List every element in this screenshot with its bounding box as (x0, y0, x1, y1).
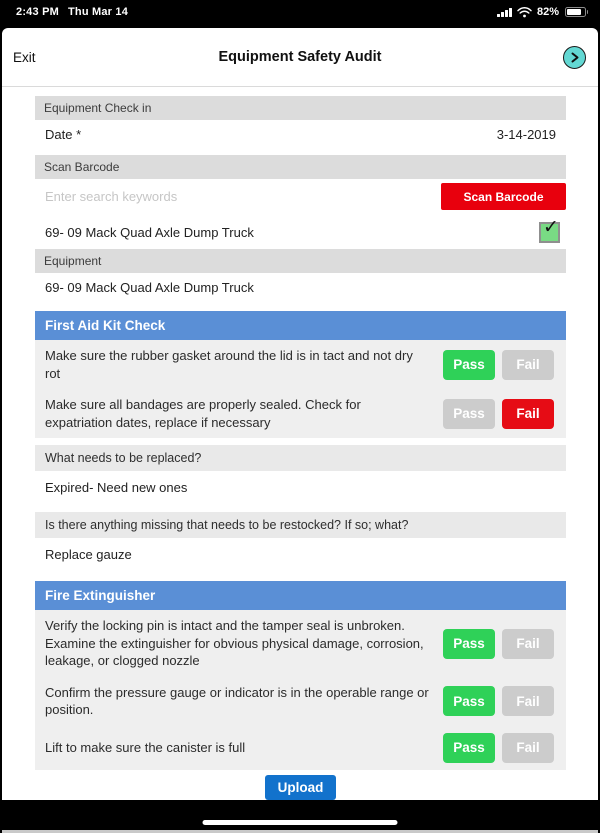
equipment-value-row (35, 273, 566, 302)
search-input[interactable] (45, 189, 441, 204)
checklist-item-text: Confirm the pressure gauge or indicator is in the operable range or position. (45, 684, 429, 718)
checklist-items (35, 340, 566, 438)
checklist-item-text: Make sure all bandages are properly sealed. Check for expatriation dates, replace if necessary (45, 397, 361, 430)
checklist-item-text: Lift to make sure the canister is full (45, 740, 246, 756)
fail-button[interactable]: Fail (502, 399, 554, 429)
form-content[interactable] (2, 87, 598, 800)
checklist-item-text: Verify the locking pin is intact and the tamper seal is unbroken. Examine the extinguisher for obvious physical damage, corrosion, leakage, or clogged nozzle (45, 618, 424, 669)
date-value[interactable]: 3-14-2019 (496, 127, 556, 142)
question-label: What needs to be replaced? (35, 445, 566, 471)
question-answer[interactable]: Expired- Need new ones (45, 480, 188, 496)
pass-fail-group (443, 733, 554, 763)
status-bar (2, 0, 598, 28)
question-answer[interactable]: Replace gauze (45, 547, 132, 563)
pass-button[interactable]: Pass (443, 350, 495, 380)
section-header-scan-barcode: Scan Barcode (35, 155, 566, 179)
search-result-label: 69- 09 Mack Quad Axle Dump Truck (45, 225, 254, 240)
next-page-button[interactable] (563, 46, 586, 69)
device-bottom-edge (2, 830, 598, 833)
search-result-row[interactable] (35, 214, 566, 249)
status-date: Thu Mar 14 (67, 6, 129, 18)
checkmark-icon: ✓ (543, 217, 559, 238)
pass-button[interactable]: Pass (443, 399, 495, 429)
nav-bar (2, 28, 598, 87)
fail-button[interactable]: Fail (502, 629, 554, 659)
chevron-right-icon (570, 52, 580, 63)
page-title: Equipment Safety Audit (218, 49, 382, 65)
pass-button[interactable]: Pass (443, 686, 495, 716)
checklist-item (35, 340, 566, 389)
checklist-sections (35, 311, 566, 770)
home-indicator[interactable] (203, 820, 398, 825)
date-label: Date * (45, 127, 82, 142)
checklist-section-header: Fire Extinguisher (35, 581, 566, 610)
checklist-items (35, 610, 566, 770)
equipment-value: 69- 09 Mack Quad Axle Dump Truck (45, 280, 254, 295)
result-checkbox[interactable] (539, 217, 560, 243)
home-bar (2, 800, 598, 830)
battery-percent: 82% (536, 6, 559, 18)
pass-fail-group (443, 629, 554, 659)
checklist-item (35, 389, 566, 438)
question-label: Is there anything missing that needs to be restocked? If so; what? (35, 512, 566, 538)
section-header-equipment: Equipment (35, 249, 566, 273)
checklist-item (35, 610, 566, 677)
checklist-item-text: Make sure the rubber gasket around the lid is in tact and not dry rot (45, 348, 413, 381)
exit-button[interactable]: Exit (13, 49, 36, 65)
wifi-icon (517, 7, 532, 18)
cellular-signal-icon (497, 7, 512, 17)
fail-button[interactable]: Fail (502, 350, 554, 380)
checklist-item (35, 726, 566, 770)
barcode-search-row (35, 179, 566, 214)
battery-icon (565, 7, 586, 18)
pass-fail-group (443, 350, 554, 380)
scan-barcode-button[interactable]: Scan Barcode (441, 183, 566, 210)
section-header-check-in: Equipment Check in (35, 96, 566, 120)
fail-button[interactable]: Fail (502, 686, 554, 716)
checklist-item (35, 677, 566, 726)
upload-button[interactable]: Upload (265, 775, 337, 800)
checklist-section-header: First Aid Kit Check (35, 311, 566, 340)
pass-button[interactable]: Pass (443, 629, 495, 659)
fail-button[interactable]: Fail (502, 733, 554, 763)
pass-button[interactable]: Pass (443, 733, 495, 763)
pass-fail-group (443, 686, 554, 716)
clock: 2:43 PM (16, 6, 59, 18)
date-row[interactable] (35, 120, 566, 149)
pass-fail-group (443, 399, 554, 429)
